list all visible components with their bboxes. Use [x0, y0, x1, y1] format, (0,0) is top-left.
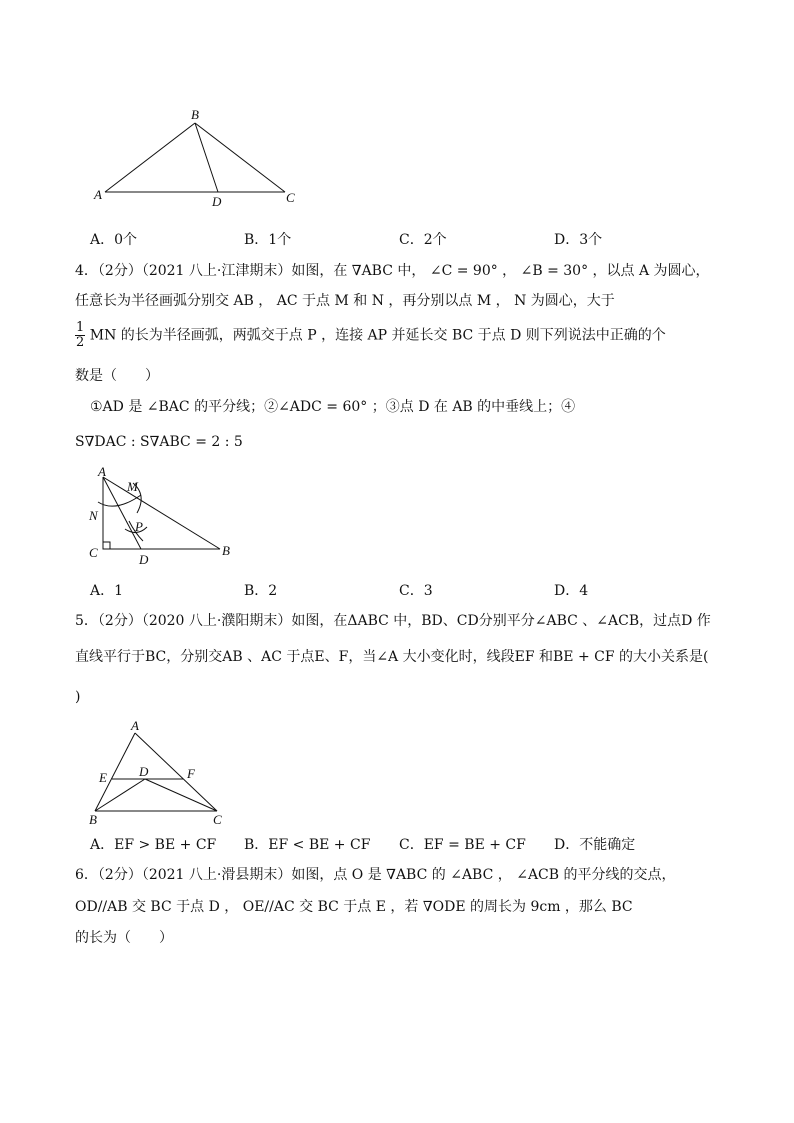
label-d: D — [139, 764, 149, 779]
q5-stem-line1: 5．（2分）（2020 八上·濮阳期末）如图，在ΔABC 中，BD、CD分别平分∠ABC 、∠ACB，过点D 作 — [75, 613, 711, 629]
label-d: D — [139, 552, 149, 567]
q4-option-c[interactable]: C．3 — [399, 583, 433, 599]
q4-option-b[interactable]: B．2 — [244, 583, 278, 599]
q4-stem-line3: $\frac{1}{2}$ MN 的长为半径画弧，两弧交于点 P ，连接 AP 并延长交 BC 于点 D 则下列说法中正确的个 — [76, 320, 666, 350]
label-a: A — [98, 465, 106, 479]
q5-option-a[interactable]: A．EF > BE + CF — [90, 837, 217, 853]
q3-option-b[interactable]: B．1个 — [244, 232, 292, 248]
label-b: B — [191, 107, 199, 122]
q5-option-b[interactable]: B．EF < BE + CF — [244, 837, 371, 853]
figure-triangle-bisectors — [85, 715, 235, 830]
q3-option-d[interactable]: D．3个 — [554, 232, 603, 248]
q4-option-d[interactable]: D．4 — [554, 583, 589, 599]
figure-right-triangle — [85, 465, 245, 570]
q5-stem-line3: ) — [75, 689, 81, 705]
q4-stem-line4: 数是（ ） — [75, 368, 159, 384]
label-c: C — [89, 545, 98, 560]
label-b: B — [89, 812, 97, 827]
label-f: F — [187, 766, 195, 781]
q5-option-c[interactable]: C．EF = BE + CF — [399, 837, 526, 853]
figure-triangle-abc — [90, 105, 310, 215]
q5-stem-line2: 直线平行于BC，分别交AB 、AC 于点E、F，当∠A 大小变化时，线段EF 和BE + CF 的大小关系是( — [75, 649, 709, 665]
q3-option-a[interactable]: A．0个 — [90, 232, 138, 248]
label-p: P — [135, 519, 143, 534]
q4-statements: ①AD 是 ∠BAC 的平分线；②∠ADC = 60° ；③点 D 在 AB 的中垂线上；④ — [90, 399, 576, 415]
q4-stem-line2: 任意长为半径画弧分别交 AB ， AC 于点 M 和 N ，再分别以点 M ， N 为圆心，大于 — [75, 293, 615, 309]
fraction-half: $\frac{1}{2}$ — [76, 320, 85, 350]
q6-stem-line2: OD//AB 交 BC 于点 D ， OE//AC 交 BC 于点 E ，若 ∇ODE 的周长为 9cm ，那么 BC — [75, 899, 633, 915]
q6-stem-line1: 6．（2分）（2021 八上·滑县期末）如图，点 O 是 ∇ABC 的 ∠ABC ， ∠ACB 的平分线的交点， — [75, 867, 676, 883]
q4-option-a[interactable]: A．1 — [90, 583, 124, 599]
label-a: A — [131, 718, 139, 733]
label-a: A — [94, 187, 102, 202]
label-d: D — [212, 194, 222, 209]
label-b: B — [222, 543, 230, 558]
label-e: E — [99, 770, 107, 785]
label-c: C — [213, 812, 222, 827]
q6-stem-line3: 的长为（ ） — [75, 930, 173, 946]
label-c: C — [286, 190, 295, 205]
label-m: M — [127, 479, 138, 494]
label-n: N — [89, 508, 98, 523]
q4-stem-line1: 4．（2分）（2021 八上·江津期末）如图，在 ∇ABC 中， ∠C = 90° ， ∠B = 30° ，以点 A 为圆心， — [75, 263, 710, 279]
q5-option-d[interactable]: D．不能确定 — [554, 837, 636, 853]
q4-area-ratio: S∇DAC : S∇ABC = 2 : 5 — [75, 434, 243, 450]
q3-option-c[interactable]: C．2个 — [399, 232, 447, 248]
